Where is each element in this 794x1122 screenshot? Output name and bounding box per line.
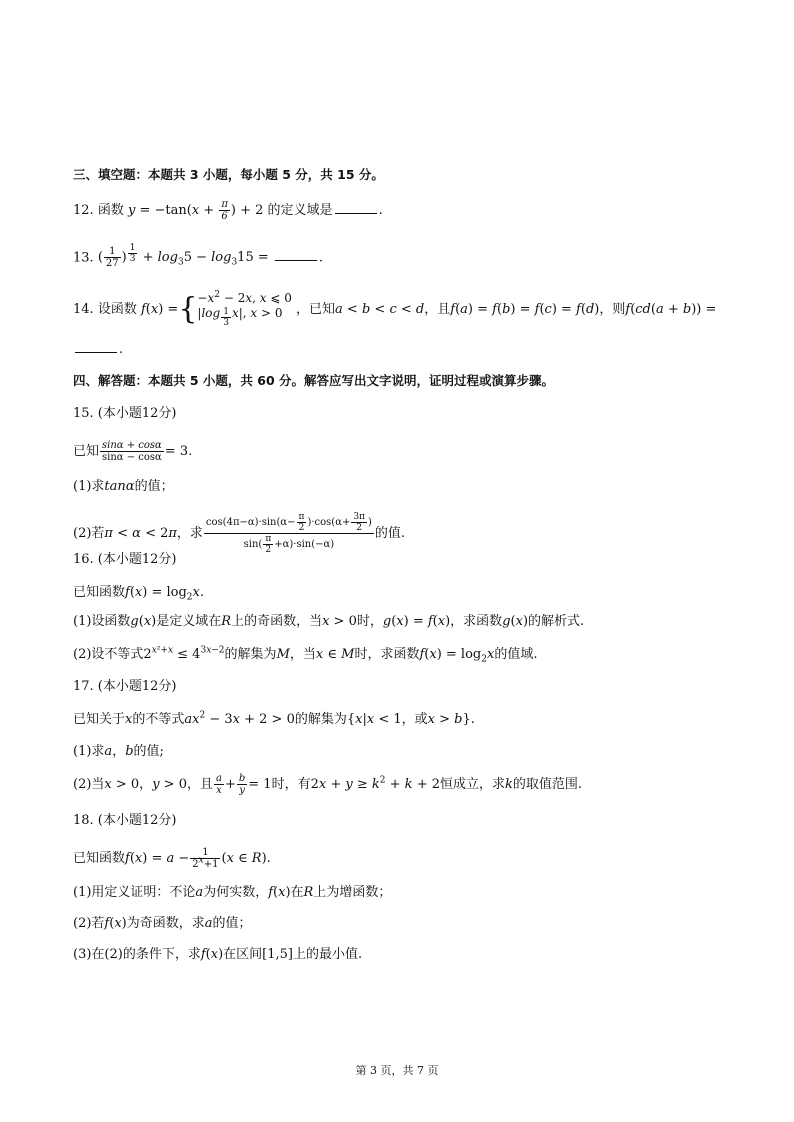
q12-answer-blank[interactable] (335, 201, 377, 214)
q16-part-1: (1)设函数g(x)是定义域在R上的奇函数，当x > 0时，g(x) = f(x)，求函数g(x)的解析式. (73, 614, 585, 629)
q17-title: 17. (本小题12分) (73, 679, 177, 694)
question-13: 13. ( $\frac{1}{27}$ ) $^{\frac{1}{3}}$ + $\log_35 - \log_315$ = . (73, 243, 324, 270)
q15-given: 已知 $\frac{\sin\alpha + \cos\alpha}{\sin\alpha - \cos\alpha}$ = 3. (73, 440, 193, 463)
question-14: 14. 设函数 f(x) ={ $-x^2 - 2x$, x ⩽ 0 |log $_{\frac{1}{3}}$ x|, x > 0 ，已知a < b < c < d，且f(a) = f(b) = f(c) = f(d)，则f(cd(a + b)) = (73, 290, 717, 329)
q18-part-3: (3)在(2)的条件下，求f(x)在区间[1,5]上的最小值. (73, 947, 363, 962)
q14-answer-blank[interactable] (75, 340, 117, 353)
q12-formula: y = −tan(x + $\frac{\pi}{6}$ ) + 2 (127, 199, 264, 222)
section-3-heading: 三、填空题：本题共 3 小题，每小题 5 分，共 15 分。 (73, 167, 384, 182)
q18-given: 已知函数f(x) = a − $\frac{1}{2^x+1}$ (x ∈ R). (73, 847, 271, 870)
section-4-heading: 四、解答题：本题共 5 小题，共 60 分。解答应写出文字说明，证明过程或演算步骤。 (73, 373, 555, 388)
q18-part-1: (1)用定义证明：不论a为何实数，f(x)在R上为增函数； (73, 885, 392, 900)
q15-part-2: (2)若π < α < 2π，求 cos(4π−α)·sin(α− $\frac{\pi}{2}$ )·cos(α+ $\frac{3\pi}{2}$ ) sin( $\frac{\pi}{2}$ +α)·sin(−α) 的值. (73, 512, 406, 555)
question-14-answer-line: . (73, 340, 123, 360)
q14-piecewise: f(x) ={ $-x^2 - 2x$, x ⩽ 0 |log $_{\frac{1}{3}}$ x|, x > 0 (140, 290, 292, 329)
q15-expression: cos(4π−α)·sin(α− $\frac{\pi}{2}$ )·cos(α+ $\frac{3\pi}{2}$ ) sin( $\frac{\pi}{2}$ +α)·sin(−α) (205, 512, 372, 555)
page-footer: 第 3 页，共 7 页 (355, 1064, 439, 1077)
q18-part-2: (2)若f(x)为奇函数，求a的值； (73, 916, 252, 931)
q16-title: 16. (本小题12分) (73, 552, 177, 567)
q16-given: 已知函数$f(x) = \log_2x$. (73, 585, 205, 603)
question-12: 12. 函数 y = −tan(x + $\frac{\pi}{6}$ ) + 2 的定义域是 . (73, 199, 383, 222)
q12-suffix: 的定义域是 (267, 203, 333, 218)
q14-number: 14. (73, 302, 94, 318)
q13-number: 13. (73, 250, 94, 266)
q18-title: 18. (本小题12分) (73, 813, 177, 828)
q15-part-1: (1)求tanα的值； (73, 479, 174, 494)
q17-given: 已知关于x的不等式$ax^2 - 3x + 2 > 0$的解集为{x|x < 1，或x > b}. (73, 710, 475, 727)
q16-part-2: (2)设不等式$2^{x^2+x} \le 4^{3x-2}$的解集为M，当x ∈ M时，求函数$f(x) = \log_2x$的值域. (73, 645, 538, 665)
q17-part-1: (1)求a，b的值; (73, 744, 164, 759)
q13-answer-blank[interactable] (275, 248, 317, 261)
q17-part-2: (2)当x > 0，y > 0，且 $\frac{a}{x}$ + $\frac{b}{y}$ = 1时，有$2x + y \ge k^2 + k + 2$恒成立，求k的取值范围. (73, 773, 583, 796)
q12-pre: 函数 (97, 203, 124, 218)
q12-number: 12. (73, 203, 94, 218)
q13-formula: ( $\frac{1}{27}$ ) $^{\frac{1}{3}}$ + $\log_35 - \log_315$ = (97, 243, 269, 270)
q15-title: 15. (本小题12分) (73, 406, 177, 421)
